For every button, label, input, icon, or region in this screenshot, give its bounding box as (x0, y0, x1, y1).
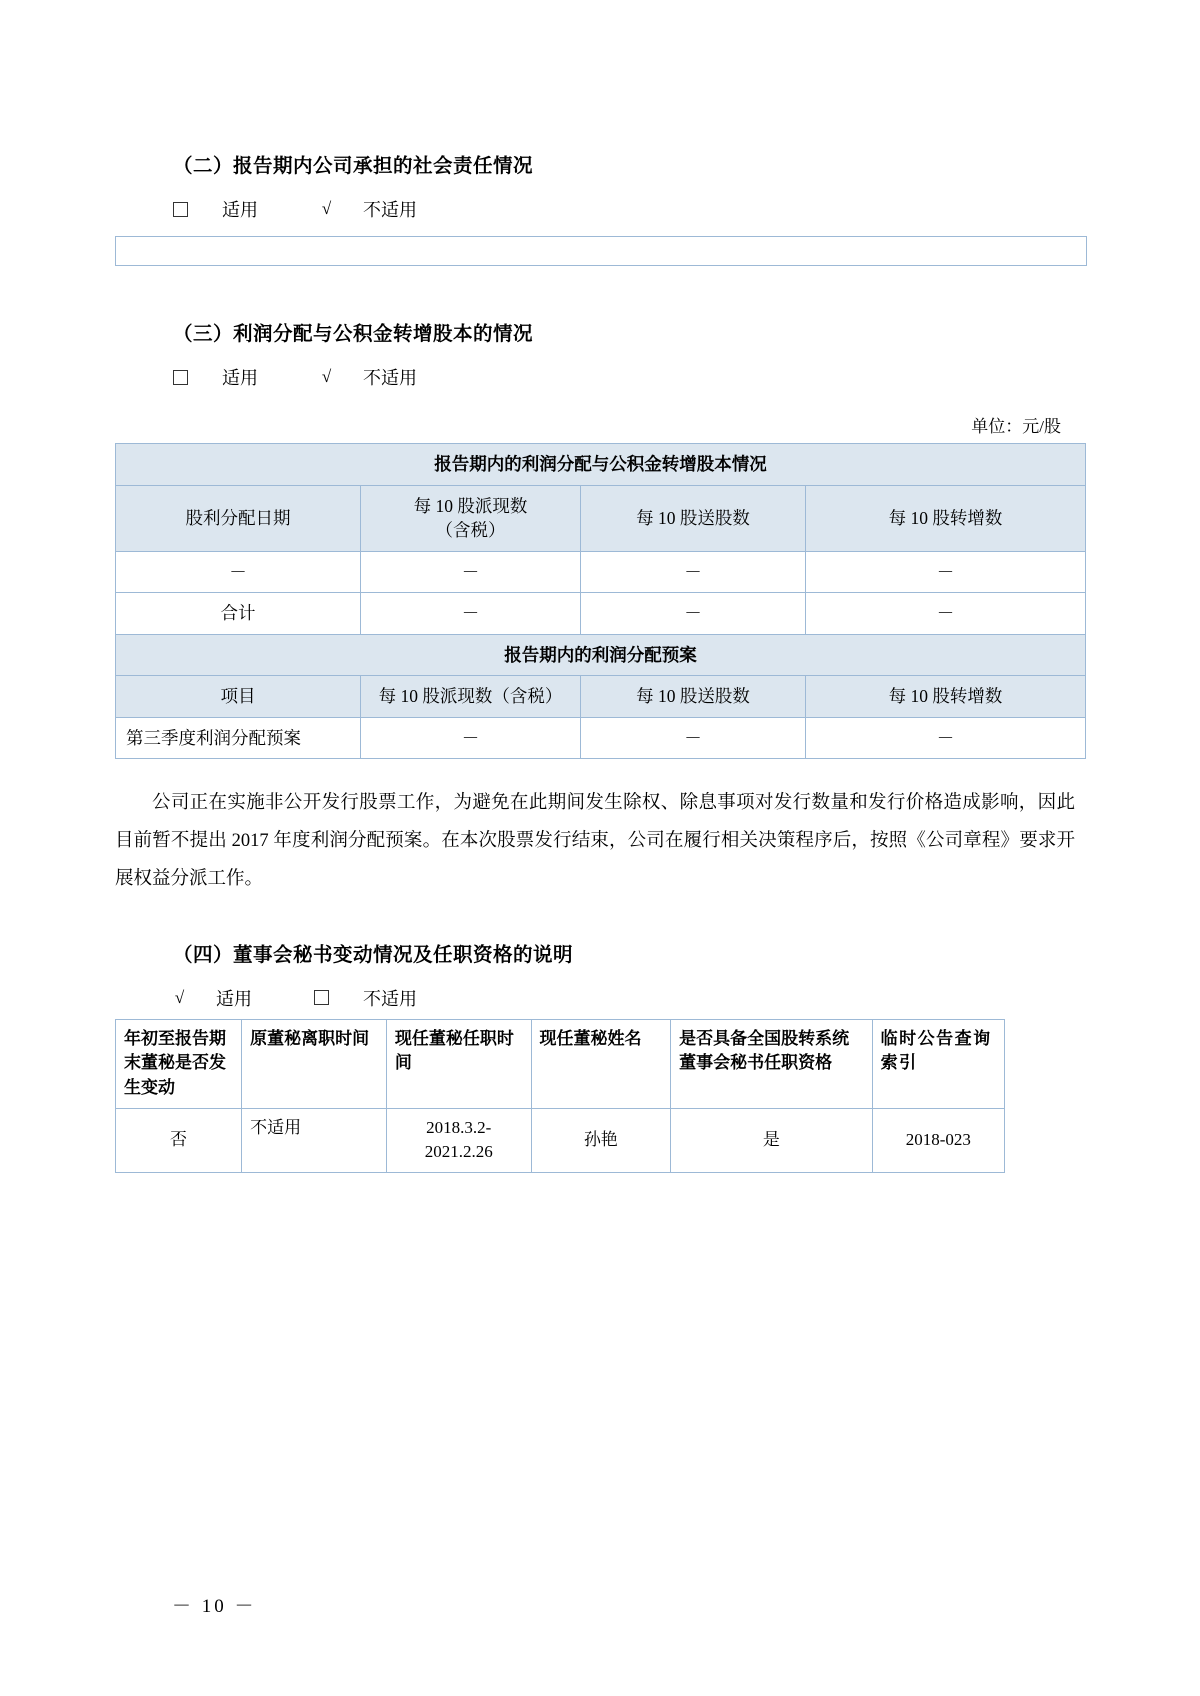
cell-dividend-date: － (116, 551, 361, 593)
cell-total-bonus: － (581, 593, 806, 635)
col-header-announcement-index: 临时公告查询索引 (872, 1019, 1004, 1108)
cell-total-label: 合计 (116, 593, 361, 635)
cell-qualification: 是 (671, 1108, 873, 1172)
label-not-applicable-three: 不适用 (363, 368, 417, 388)
table-row (116, 676, 1086, 718)
cell-plan-item: 第三季度利润分配预案 (116, 717, 361, 759)
col-header-bonus-per-10-plan: 每 10 股送股数 (581, 676, 806, 718)
cell-cash: － (361, 551, 581, 593)
label-applicable-two: 适用 (222, 200, 258, 220)
table-row (116, 551, 1086, 593)
page-number: － 10 － (172, 1596, 257, 1617)
cell-bonus: － (581, 551, 806, 593)
checkmark-applicable-four[interactable]: √ (174, 987, 185, 1007)
cell-former-leave-time: 不适用 (242, 1108, 387, 1172)
cell-current-name: 孙艳 (531, 1108, 671, 1172)
checkbox-applicable-two[interactable] (173, 202, 188, 217)
col-header-current-term: 现任董秘任职时间 (386, 1019, 531, 1108)
applicability-row-two (173, 196, 1085, 222)
col-header-current-name: 现任董秘姓名 (531, 1019, 671, 1108)
table-row (116, 444, 1086, 486)
table-row (116, 1108, 1005, 1172)
table-row (116, 1019, 1005, 1108)
col-header-former-leave-time: 原董秘离职时间 (242, 1019, 387, 1108)
cell-changed: 否 (116, 1108, 242, 1172)
board-secretary-table (115, 1019, 1005, 1173)
cell-plan-transfer: － (806, 717, 1086, 759)
col-header-transfer-per-10-plan: 每 10 股转增数 (806, 676, 1086, 718)
cell-plan-cash: － (361, 717, 581, 759)
section-heading-two: （二）报告期内公司承担的社会责任情况 (173, 155, 534, 177)
cell-total-cash: － (361, 593, 581, 635)
col-header-dividend-date: 股利分配日期 (116, 485, 361, 551)
col-header-changed: 年初至报告期末董秘是否发生变动 (116, 1019, 242, 1108)
empty-content-box-two (115, 236, 1087, 266)
cell-transfer: － (806, 551, 1086, 593)
table-row (116, 634, 1086, 676)
checkbox-not-applicable-four[interactable] (314, 990, 329, 1005)
cell-current-term: 2018.3.2- 2021.2.26 (386, 1108, 531, 1172)
label-applicable-three: 适用 (222, 368, 258, 388)
unit-label: 单位：元/股 (971, 417, 1061, 436)
col-header-qualification: 是否具备全国股转系统董事会秘书任职资格 (671, 1019, 873, 1108)
section-heading-three: （三）利润分配与公积金转增股本的情况 (173, 323, 534, 345)
table-row (116, 485, 1086, 551)
profit-distribution-table (115, 443, 1086, 759)
applicability-row-four (173, 985, 1085, 1011)
section-heading-four: （四）董事会秘书变动情况及任职资格的说明 (173, 943, 574, 966)
applicability-row-three (173, 364, 1085, 390)
col-header-cash-per-10-plan: 每 10 股派现数（含税） (361, 676, 581, 718)
checkbox-applicable-three[interactable] (173, 370, 188, 385)
col-header-item: 项目 (116, 676, 361, 718)
checkmark-not-applicable-two[interactable]: √ (321, 199, 332, 218)
col-header-bonus-per-10: 每 10 股送股数 (581, 485, 806, 551)
cell-total-transfer: － (806, 593, 1086, 635)
table-row (116, 717, 1086, 759)
label-not-applicable-four: 不适用 (363, 988, 417, 1009)
label-applicable-four: 适用 (216, 988, 252, 1009)
table-title-row-1: 报告期内的利润分配与公积金转增股本情况 (116, 444, 1086, 486)
label-not-applicable-two: 不适用 (363, 200, 417, 220)
checkmark-not-applicable-three[interactable]: √ (321, 367, 332, 386)
table-row (116, 593, 1086, 635)
col-header-cash-per-10: 每 10 股派现数 （含税） (361, 485, 581, 551)
table-title-row-2: 报告期内的利润分配预案 (116, 634, 1086, 676)
cell-plan-bonus: － (581, 717, 806, 759)
col-header-transfer-per-10: 每 10 股转增数 (806, 485, 1086, 551)
profit-distribution-paragraph: 公司正在实施非公开发行股票工作，为避免在此期间发生除权、除息事项对发行数量和发行价格造成影响，因此目前暂不提出 2017 年度利润分配预案。在本次股票发行结束，公司在履行相关决策程序后，按照《公司章程》要求开展权益分派工作。 (115, 793, 1075, 889)
cell-announcement-index: 2018-023 (872, 1108, 1004, 1172)
